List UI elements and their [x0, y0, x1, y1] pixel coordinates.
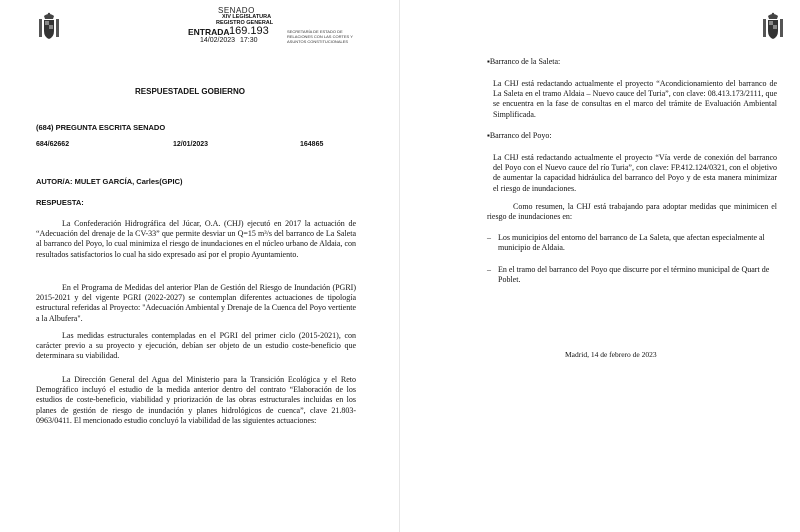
- stamp-legislature: XIV LEGISLATURA: [222, 14, 272, 20]
- stamp-time: 17:30: [240, 37, 258, 44]
- reference-code: 164865: [300, 141, 324, 148]
- stamp-entry-number: 169.193: [229, 25, 269, 37]
- answer-label: RESPUESTA:: [36, 198, 84, 207]
- list-item-text: Los municipios del entorno del barranco de La Saleta, que afectan especialmente al municipio de Aldaia.: [498, 233, 765, 253]
- stamp-date: 14/02/2023: [200, 37, 236, 44]
- stamp-office: SECRETARÍA DE ESTADO DE RELACIONES CON LAS CORTES Y ASUNTOS CONSTITUCIONALES: [287, 29, 353, 44]
- document-title: RESPUESTADEL GOBIERNO: [135, 87, 245, 96]
- stamp-entry-label: ENTRADA: [188, 27, 230, 37]
- paragraph: La CHJ está redactando actualmente el proyecto “Acondicionamiento del barranco de La Saleta en el tramo Aldaia – Nuevo cauce del Turia”, con clave: 08.413.173/2111, que se encuentra en la fase de consultas en el marco del trámite de Evaluación Ambiental Simplificada.: [493, 79, 777, 119]
- list-item-text: En el tramo del barranco del Poyo que discurre por el término municipal de Quart de Poblet.: [498, 265, 770, 285]
- bullet-square-icon: ▪: [487, 57, 490, 66]
- reference-date: 12/01/2023: [173, 141, 209, 148]
- paragraph: La CHJ está redactando actualmente el proyecto “Vía verde de conexión del barranco del Poyo con el Nuevo cauce del río Turia”, con clave: FP.412.124/0321, con el objetivo de aumentar la capacidad hidráulica del barranco del Poyo y de esta manera minimizar el riesgo de inundaciones.: [493, 153, 777, 193]
- coat-of-arms-icon: [36, 12, 62, 42]
- reference-number: 684/62662: [36, 141, 70, 148]
- coat-of-arms-icon: [760, 12, 786, 42]
- paragraph: La Confederación Hidrográfica del Júcar, O.A. (CHJ) ejecutó en 2017 la actuación de “Adecuación del drenaje de la CV-33” que permite desviar un Q=15 m³/s del barranco de La Saleta al barranco del Poyo, lo cual minimiza el riesgo de inundaciones en el núcleo urbano de Aldaia, con resultados satisfactorios lo cual ha sido expresado así por el propio Ayuntamiento.: [36, 219, 356, 259]
- paragraph: La Dirección General del Agua del Ministerio para la Transición Ecológica y el Reto Demográfico incluyó el estudio de la medida anterior dentro del contrato “Elaboración de los estudios de coste-beneficio, viabilidad y priorización de las obras estructurales incluidas en los planes de gestión de riesgo de inundación y planes hidrológicos de cuenca”, clave 21.803-0963/0411. El mencionado estudio concluyó la viabilidad de las siguientes actuaciones:: [36, 375, 356, 425]
- section-barranco-saleta: [487, 57, 560, 66]
- section-barranco-poyo: [487, 131, 552, 140]
- summary-paragraph: Como resumen, la CHJ está trabajando para adoptar medidas que minimicen el riesgo de inundaciones en:: [487, 202, 777, 222]
- section-title: Barranco del Poyo:: [489, 131, 552, 140]
- list-item: – En el tramo del barranco del Poyo que discurre por el término municipal de Quart de Poblet.: [487, 265, 777, 285]
- section-title: Barranco de la Saleta:: [489, 57, 561, 66]
- question-label: (684) PREGUNTA ESCRITA SENADO: [36, 123, 166, 132]
- stamp-institution: SENADO: [218, 6, 255, 15]
- stamp-registry: REGISTRO GENERAL: [216, 20, 274, 26]
- paragraph: Las medidas estructurales contempladas en el PGRI del primer ciclo (2015-2021), con carácter previo a su proyecto y ejecución, debían ser objeto de un estudio coste-beneficio que determinara su viabilidad.: [36, 331, 356, 361]
- signature-date: Madrid, 14 de febrero de 2023: [565, 350, 657, 359]
- list-item: – Los municipios del entorno del barranco de La Saleta, que afectan especialmente al municipio de Aldaia.: [487, 233, 777, 253]
- bullet-square-icon: ▪: [487, 131, 490, 140]
- paragraph: En el Programa de Medidas del anterior Plan de Gestión del Riesgo de Inundación (PGRI) 2015-2021 y del vigente PGRI (2022-2027) se contemplan diferentes actuaciones de tipología estructural referidas al Proyecto: "Adecuación Ambiental y Drenaje de la Cuenca del Poyo vertiente a la Albufera".: [36, 283, 356, 323]
- author-line: AUTOR/A: MULET GARCÍA, Carles(GPIC): [36, 177, 183, 186]
